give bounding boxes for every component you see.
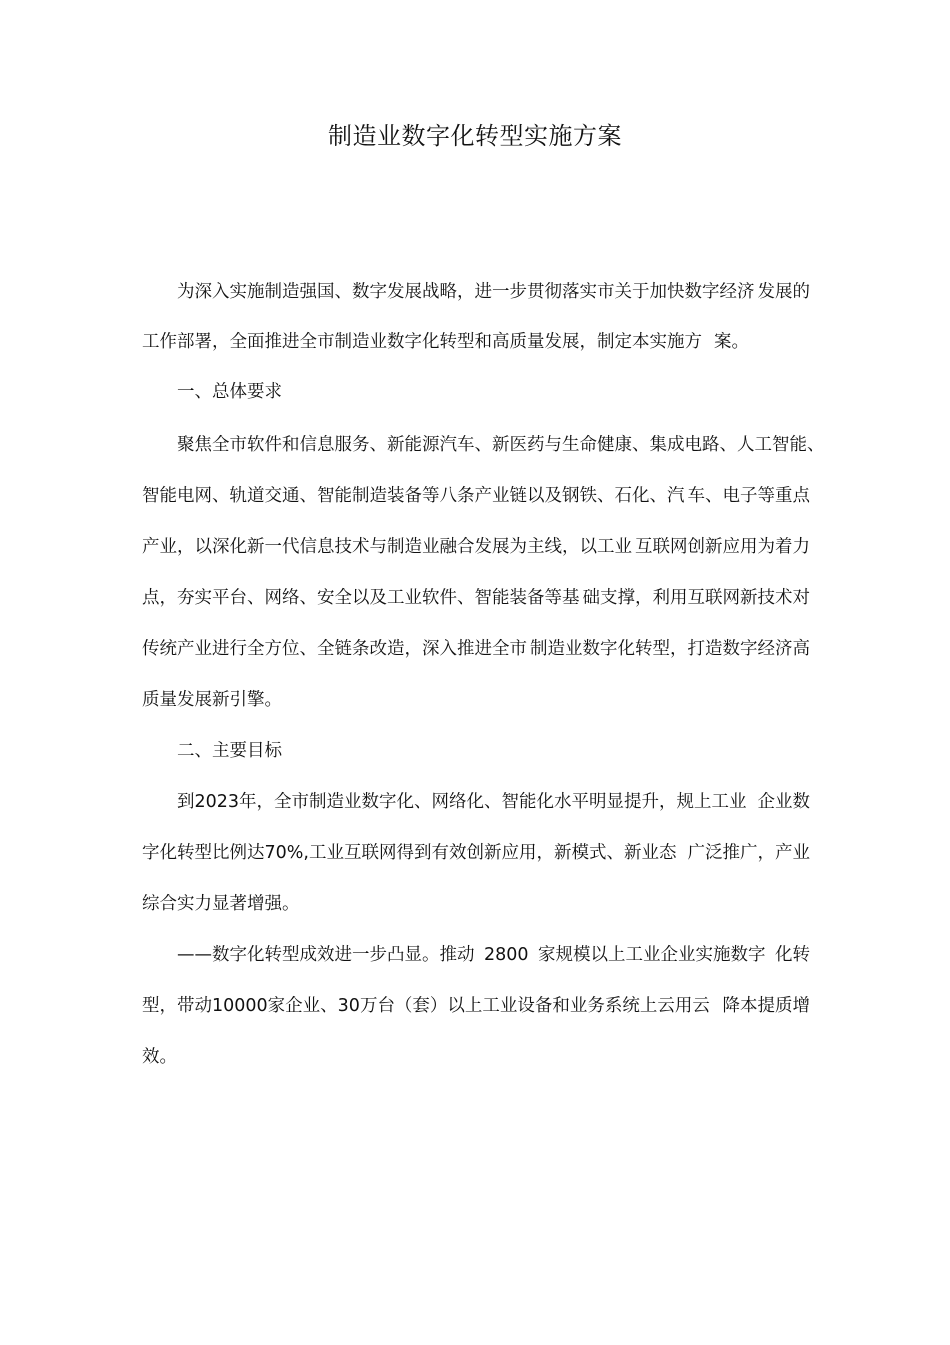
text-segment: 降本提质增 [722,996,810,1016]
text-segment: 广泛推广，产业 [687,843,810,863]
goal-bullet-line-1 [177,941,810,969]
section2-line-1 [177,788,810,816]
text-segment: 案。 [714,332,749,352]
text-segment: 点，夯实平台、网络、安全以及工业软件、智能装备等基 [142,588,580,608]
document-title: 制造业数字化转型实施方案 [328,122,622,150]
text-segment: 制造业数字化转型，打造数字经济高 [530,639,810,659]
section1-line-1 [177,431,825,459]
text-segment: 2800 [483,945,529,965]
section1-line-2 [142,482,810,510]
text-segment: ——数字化转型成效进一步凸显。推动 [177,945,475,965]
section1-line-3 [142,533,810,561]
text-segment: 工作部署，全面推进全市制造业数字化转型和高质量发展，制定本实施方 [142,332,702,352]
section-heading-goals: 二、主要目标 [177,741,282,761]
section2-line-3: 综合实力显著增强。 [142,894,300,914]
text-segment: 工智能、 [754,435,825,455]
text-segment: 到2023年，全市制造业数字化、网络化、智能化水平明显提升，规上工业 [177,792,747,812]
goal-bullet-line-2 [142,992,810,1020]
text-segment: 产业，以深化新一代信息技术与制造业融合发展为主线，以工业 [142,537,632,557]
text-segment: 聚焦全市软件和信息服务、新能源汽车、新医药与生命健康、集成电路、人 [177,435,755,455]
text-segment: 互联网创新应用为着力 [635,537,810,557]
text-segment: 智能电网、轨道交通、智能制造装备等八条产业链以及钢铁、石化、汽 [142,486,685,506]
text-segment: 化转 [775,945,810,965]
text-segment: 发展的 [757,282,810,302]
section1-line-6: 质量发展新引擎。 [142,690,282,710]
text-segment: 家规模以上工业企业实施数字 [538,945,766,965]
text-segment: 字化转型比例达70%,工业互联网得到有效创新应用，新模式、新业态 [142,843,677,863]
text-segment: 传统产业进行全方位、全链条改造，深入推进全市 [142,639,527,659]
section2-line-2 [142,839,810,867]
text-segment: 础支撑，利用互联网新技术对 [582,588,810,608]
section1-line-5 [142,635,810,663]
text-segment: 为深入实施制造强国、数字发展战略，进一步贯彻落实市关于加快数字经济 [177,282,755,302]
intro-line-2 [142,328,749,356]
text-segment: 企业数 [757,792,810,812]
section-heading-overall: 一、总体要求 [177,382,282,402]
goal-bullet-line-3: 效。 [142,1047,177,1067]
intro-line-1 [177,278,810,306]
text-segment: 车、电子等重点 [687,486,810,506]
text-segment: 型，带动10000家企业、30万台（套）以上工业设备和业务系统上云用云 [142,996,710,1016]
section1-line-4 [142,584,810,612]
